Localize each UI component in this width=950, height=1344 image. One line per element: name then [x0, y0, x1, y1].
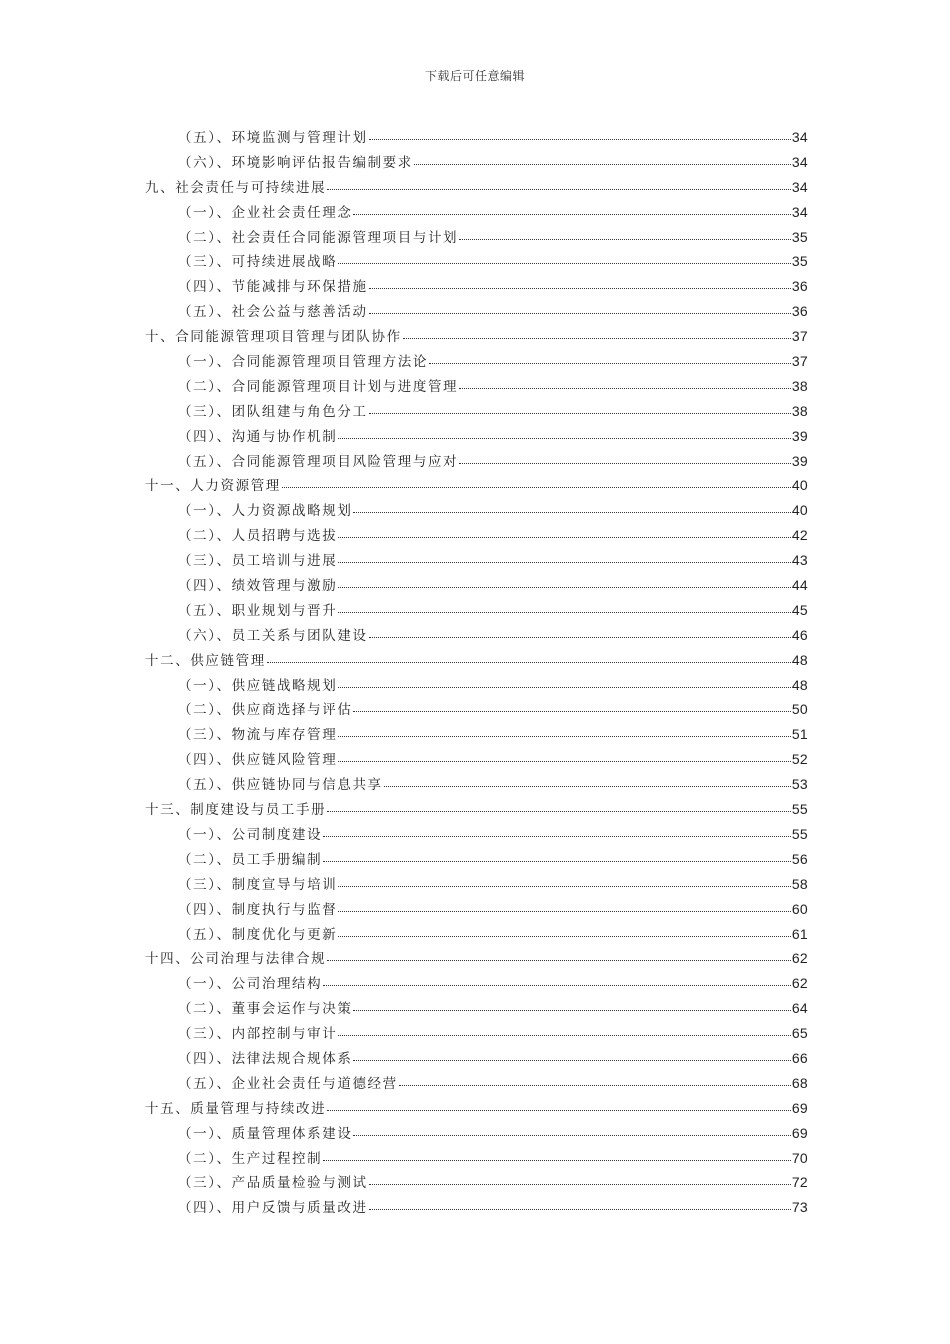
toc-entry-page-number: 61 — [791, 925, 808, 942]
toc-chapter-entry[interactable] — [145, 649, 808, 674]
toc-chapter-entry[interactable] — [145, 1097, 808, 1122]
toc-entry-label: （一）、质量管理体系建设 — [178, 1125, 353, 1142]
toc-section-entry[interactable] — [145, 400, 808, 425]
toc-section-entry[interactable] — [145, 823, 808, 848]
toc-entry-page-number: 40 — [791, 477, 808, 494]
toc-dot-leader — [267, 662, 791, 663]
toc-entry-page-number: 39 — [791, 452, 808, 469]
toc-dot-leader — [353, 711, 790, 712]
toc-dot-leader — [369, 288, 791, 289]
toc-dot-leader — [338, 687, 790, 688]
toc-entry-label: 十五、质量管理与持续改进 — [145, 1100, 327, 1117]
toc-section-entry[interactable] — [145, 773, 808, 798]
toc-entry-label: （六）、员工关系与团队建设 — [178, 627, 368, 644]
toc-entry-page-number: 51 — [791, 726, 808, 743]
toc-section-entry[interactable] — [145, 972, 808, 997]
toc-section-entry[interactable] — [145, 375, 808, 400]
toc-entry-label: （一）、人力资源战略规划 — [178, 503, 353, 520]
toc-dot-leader — [353, 512, 790, 513]
toc-section-entry[interactable] — [145, 549, 808, 574]
toc-entry-page-number: 55 — [791, 825, 808, 842]
toc-chapter-entry[interactable] — [145, 947, 808, 972]
toc-entry-label: （二）、人员招聘与选拔 — [178, 528, 338, 545]
toc-entry-label: 十三、制度建设与员工手册 — [145, 802, 327, 819]
toc-entry-page-number: 39 — [791, 427, 808, 444]
toc-section-entry[interactable] — [145, 226, 808, 251]
toc-entry-label: 十、合同能源管理项目管理与团队协作 — [145, 329, 402, 346]
toc-dot-leader — [459, 388, 791, 389]
toc-dot-leader — [369, 637, 791, 638]
toc-dot-leader — [353, 1010, 790, 1011]
toc-entry-label: （五）、社会公益与慈善活动 — [178, 304, 368, 321]
toc-section-entry[interactable] — [145, 1072, 808, 1097]
toc-entry-page-number: 58 — [791, 875, 808, 892]
toc-entry-page-number: 43 — [791, 552, 808, 569]
toc-dot-leader — [403, 338, 791, 339]
toc-entry-page-number: 52 — [791, 751, 808, 768]
toc-dot-leader — [369, 1184, 791, 1185]
toc-entry-label: （二）、供应商选择与评估 — [178, 702, 353, 719]
toc-entry-page-number: 44 — [791, 577, 808, 594]
toc-entry-label: （五）、供应链协同与信息共享 — [178, 777, 383, 794]
toc-entry-label: （六）、环境影响评估报告编制要求 — [178, 154, 413, 171]
toc-entry-page-number: 72 — [791, 1174, 808, 1191]
toc-dot-leader — [327, 960, 791, 961]
toc-entry-page-number: 36 — [791, 278, 808, 295]
toc-entry-label: （三）、内部控制与审计 — [178, 1026, 338, 1043]
toc-entry-label: （三）、员工培训与进展 — [178, 553, 338, 570]
toc-entry-page-number: 35 — [791, 253, 808, 270]
toc-section-entry[interactable] — [145, 599, 808, 624]
toc-section-entry[interactable] — [145, 275, 808, 300]
toc-dot-leader — [282, 487, 791, 488]
toc-dot-leader — [338, 736, 790, 737]
toc-entry-page-number: 65 — [791, 1025, 808, 1042]
toc-entry-page-number: 40 — [791, 502, 808, 519]
toc-entry-label: （四）、沟通与协作机制 — [178, 428, 338, 445]
toc-entry-label: （四）、绩效管理与激励 — [178, 578, 338, 595]
toc-entry-page-number: 70 — [791, 1149, 808, 1166]
toc-entry-label: （一）、公司制度建设 — [178, 826, 323, 843]
toc-dot-leader — [353, 214, 790, 215]
toc-dot-leader — [338, 612, 790, 613]
toc-dot-leader — [338, 587, 790, 588]
toc-entry-page-number: 46 — [791, 626, 808, 643]
toc-entry-page-number: 35 — [791, 228, 808, 245]
toc-entry-label: （二）、合同能源管理项目计划与进度管理 — [178, 378, 459, 395]
toc-entry-label: 九、社会责任与可持续进展 — [145, 179, 327, 196]
toc-section-entry[interactable] — [145, 1147, 808, 1172]
toc-section-entry[interactable] — [145, 126, 808, 151]
toc-dot-leader — [338, 761, 790, 762]
table-of-contents — [145, 126, 808, 1221]
toc-section-entry[interactable] — [145, 748, 808, 773]
toc-dot-leader — [338, 886, 790, 887]
toc-section-entry[interactable] — [145, 1022, 808, 1047]
toc-entry-page-number: 69 — [791, 1124, 808, 1141]
toc-entry-page-number: 73 — [791, 1199, 808, 1216]
toc-entry-page-number: 55 — [791, 801, 808, 818]
toc-entry-page-number: 60 — [791, 900, 808, 917]
toc-dot-leader — [353, 1135, 790, 1136]
toc-dot-leader — [338, 438, 790, 439]
toc-dot-leader — [353, 1060, 790, 1061]
toc-section-entry[interactable] — [145, 1171, 808, 1196]
toc-entry-page-number: 53 — [791, 776, 808, 793]
toc-entry-label: 十一、人力资源管理 — [145, 478, 281, 495]
toc-entry-page-number: 50 — [791, 701, 808, 718]
toc-section-entry[interactable] — [145, 350, 808, 375]
toc-entry-label: （五）、环境监测与管理计划 — [178, 130, 368, 146]
toc-section-entry[interactable] — [145, 1122, 808, 1147]
toc-dot-leader — [323, 985, 791, 986]
toc-entry-page-number: 38 — [791, 377, 808, 394]
toc-entry-label: （三）、产品质量检验与测试 — [178, 1175, 368, 1192]
toc-dot-leader — [338, 562, 790, 563]
toc-section-entry[interactable] — [145, 723, 808, 748]
toc-chapter-entry[interactable] — [145, 176, 808, 201]
toc-section-entry[interactable] — [145, 1047, 808, 1072]
toc-entry-page-number: 68 — [791, 1074, 808, 1091]
toc-entry-page-number: 37 — [791, 353, 808, 370]
page-header: 下载后可任意编辑 — [424, 69, 525, 83]
toc-entry-page-number: 69 — [791, 1099, 808, 1116]
toc-entry-label: （二）、社会责任合同能源管理项目与计划 — [178, 229, 459, 246]
toc-dot-leader — [459, 239, 791, 240]
toc-entry-label: （三）、制度宣导与培训 — [178, 876, 338, 893]
toc-entry-label: （四）、用户反馈与质量改进 — [178, 1200, 368, 1217]
toc-entry-label: 十四、公司治理与法律合规 — [145, 951, 327, 968]
toc-section-entry[interactable] — [145, 250, 808, 275]
toc-entry-label: （二）、员工手册编制 — [178, 851, 323, 868]
toc-entry-label: （四）、节能减排与环保措施 — [178, 279, 368, 296]
toc-entry-label: （五）、企业社会责任与道德经营 — [178, 1075, 398, 1092]
toc-section-entry[interactable] — [145, 848, 808, 873]
toc-entry-label: （四）、法律法规合规体系 — [178, 1050, 353, 1067]
toc-section-entry[interactable] — [145, 201, 808, 226]
toc-entry-label: （二）、董事会运作与决策 — [178, 1001, 353, 1018]
toc-dot-leader — [399, 1085, 791, 1086]
toc-entry-label: 十二、供应链管理 — [145, 652, 266, 669]
toc-chapter-entry[interactable] — [145, 474, 808, 499]
toc-section-entry[interactable] — [145, 624, 808, 649]
toc-dot-leader — [369, 1209, 791, 1210]
toc-entry-label: （一）、公司治理结构 — [178, 976, 323, 993]
toc-section-entry[interactable] — [145, 574, 808, 599]
toc-dot-leader — [338, 1035, 790, 1036]
toc-dot-leader — [384, 786, 791, 787]
toc-entry-label: （一）、合同能源管理项目管理方法论 — [178, 354, 428, 371]
toc-dot-leader — [338, 537, 790, 538]
toc-entry-page-number: 37 — [791, 328, 808, 345]
toc-entry-page-number: 42 — [791, 527, 808, 544]
toc-entry-label: （五）、职业规划与晋升 — [178, 602, 338, 619]
toc-entry-label: （四）、制度执行与监督 — [178, 901, 338, 918]
toc-section-entry[interactable] — [145, 873, 808, 898]
toc-section-entry[interactable] — [145, 151, 808, 176]
toc-entry-label: （四）、供应链风险管理 — [178, 752, 338, 769]
toc-entry-page-number: 34 — [791, 178, 808, 195]
toc-entry-label: （五）、合同能源管理项目风险管理与应对 — [178, 453, 459, 470]
toc-entry-page-number: 64 — [791, 1000, 808, 1017]
toc-section-entry[interactable] — [145, 425, 808, 450]
toc-entry-label: （五）、制度优化与更新 — [178, 926, 338, 943]
toc-dot-leader — [414, 164, 791, 165]
toc-dot-leader — [338, 911, 790, 912]
toc-section-entry[interactable] — [145, 997, 808, 1022]
toc-dot-leader — [323, 836, 791, 837]
toc-entry-page-number: 62 — [791, 975, 808, 992]
toc-section-entry[interactable] — [145, 923, 808, 948]
toc-dot-leader — [369, 139, 791, 140]
toc-dot-leader — [327, 811, 791, 812]
toc-section-entry[interactable] — [145, 524, 808, 549]
toc-entry-page-number: 34 — [791, 203, 808, 220]
toc-entry-label: （三）、物流与库存管理 — [178, 727, 338, 744]
toc-entry-label: （一）、供应链战略规划 — [178, 677, 338, 694]
toc-dot-leader — [338, 263, 790, 264]
toc-entry-label: （三）、团队组建与角色分工 — [178, 403, 368, 420]
toc-entry-label: （三）、可持续进展战略 — [178, 254, 338, 271]
toc-chapter-entry[interactable] — [145, 798, 808, 823]
toc-dot-leader — [369, 313, 791, 314]
toc-section-entry[interactable] — [145, 898, 808, 923]
toc-dot-leader — [429, 363, 791, 364]
toc-section-entry[interactable] — [145, 499, 808, 524]
toc-entry-page-number: 34 — [791, 153, 808, 170]
toc-entry-page-number: 36 — [791, 303, 808, 320]
toc-entry-page-number: 56 — [791, 850, 808, 867]
toc-section-entry[interactable] — [145, 450, 808, 475]
toc-entry-page-number: 62 — [791, 950, 808, 967]
toc-entry-page-number: 66 — [791, 1049, 808, 1066]
toc-dot-leader — [323, 1160, 791, 1161]
toc-section-entry[interactable] — [145, 1196, 808, 1221]
toc-entry-page-number: 48 — [791, 676, 808, 693]
toc-dot-leader — [459, 463, 791, 464]
toc-dot-leader — [323, 861, 791, 862]
toc-dot-leader — [327, 189, 791, 190]
toc-entry-label: （一）、企业社会责任理念 — [178, 204, 353, 221]
toc-entry-label: （二）、生产过程控制 — [178, 1150, 323, 1167]
toc-dot-leader — [327, 1110, 791, 1111]
toc-entry-page-number: 45 — [791, 601, 808, 618]
toc-chapter-entry[interactable] — [145, 325, 808, 350]
toc-section-entry[interactable] — [145, 674, 808, 699]
toc-entry-page-number: 34 — [791, 129, 808, 145]
toc-dot-leader — [369, 413, 791, 414]
toc-section-entry[interactable] — [145, 300, 808, 325]
toc-entry-page-number: 48 — [791, 651, 808, 668]
toc-entry-page-number: 38 — [791, 402, 808, 419]
toc-section-entry[interactable] — [145, 698, 808, 723]
toc-dot-leader — [338, 936, 790, 937]
